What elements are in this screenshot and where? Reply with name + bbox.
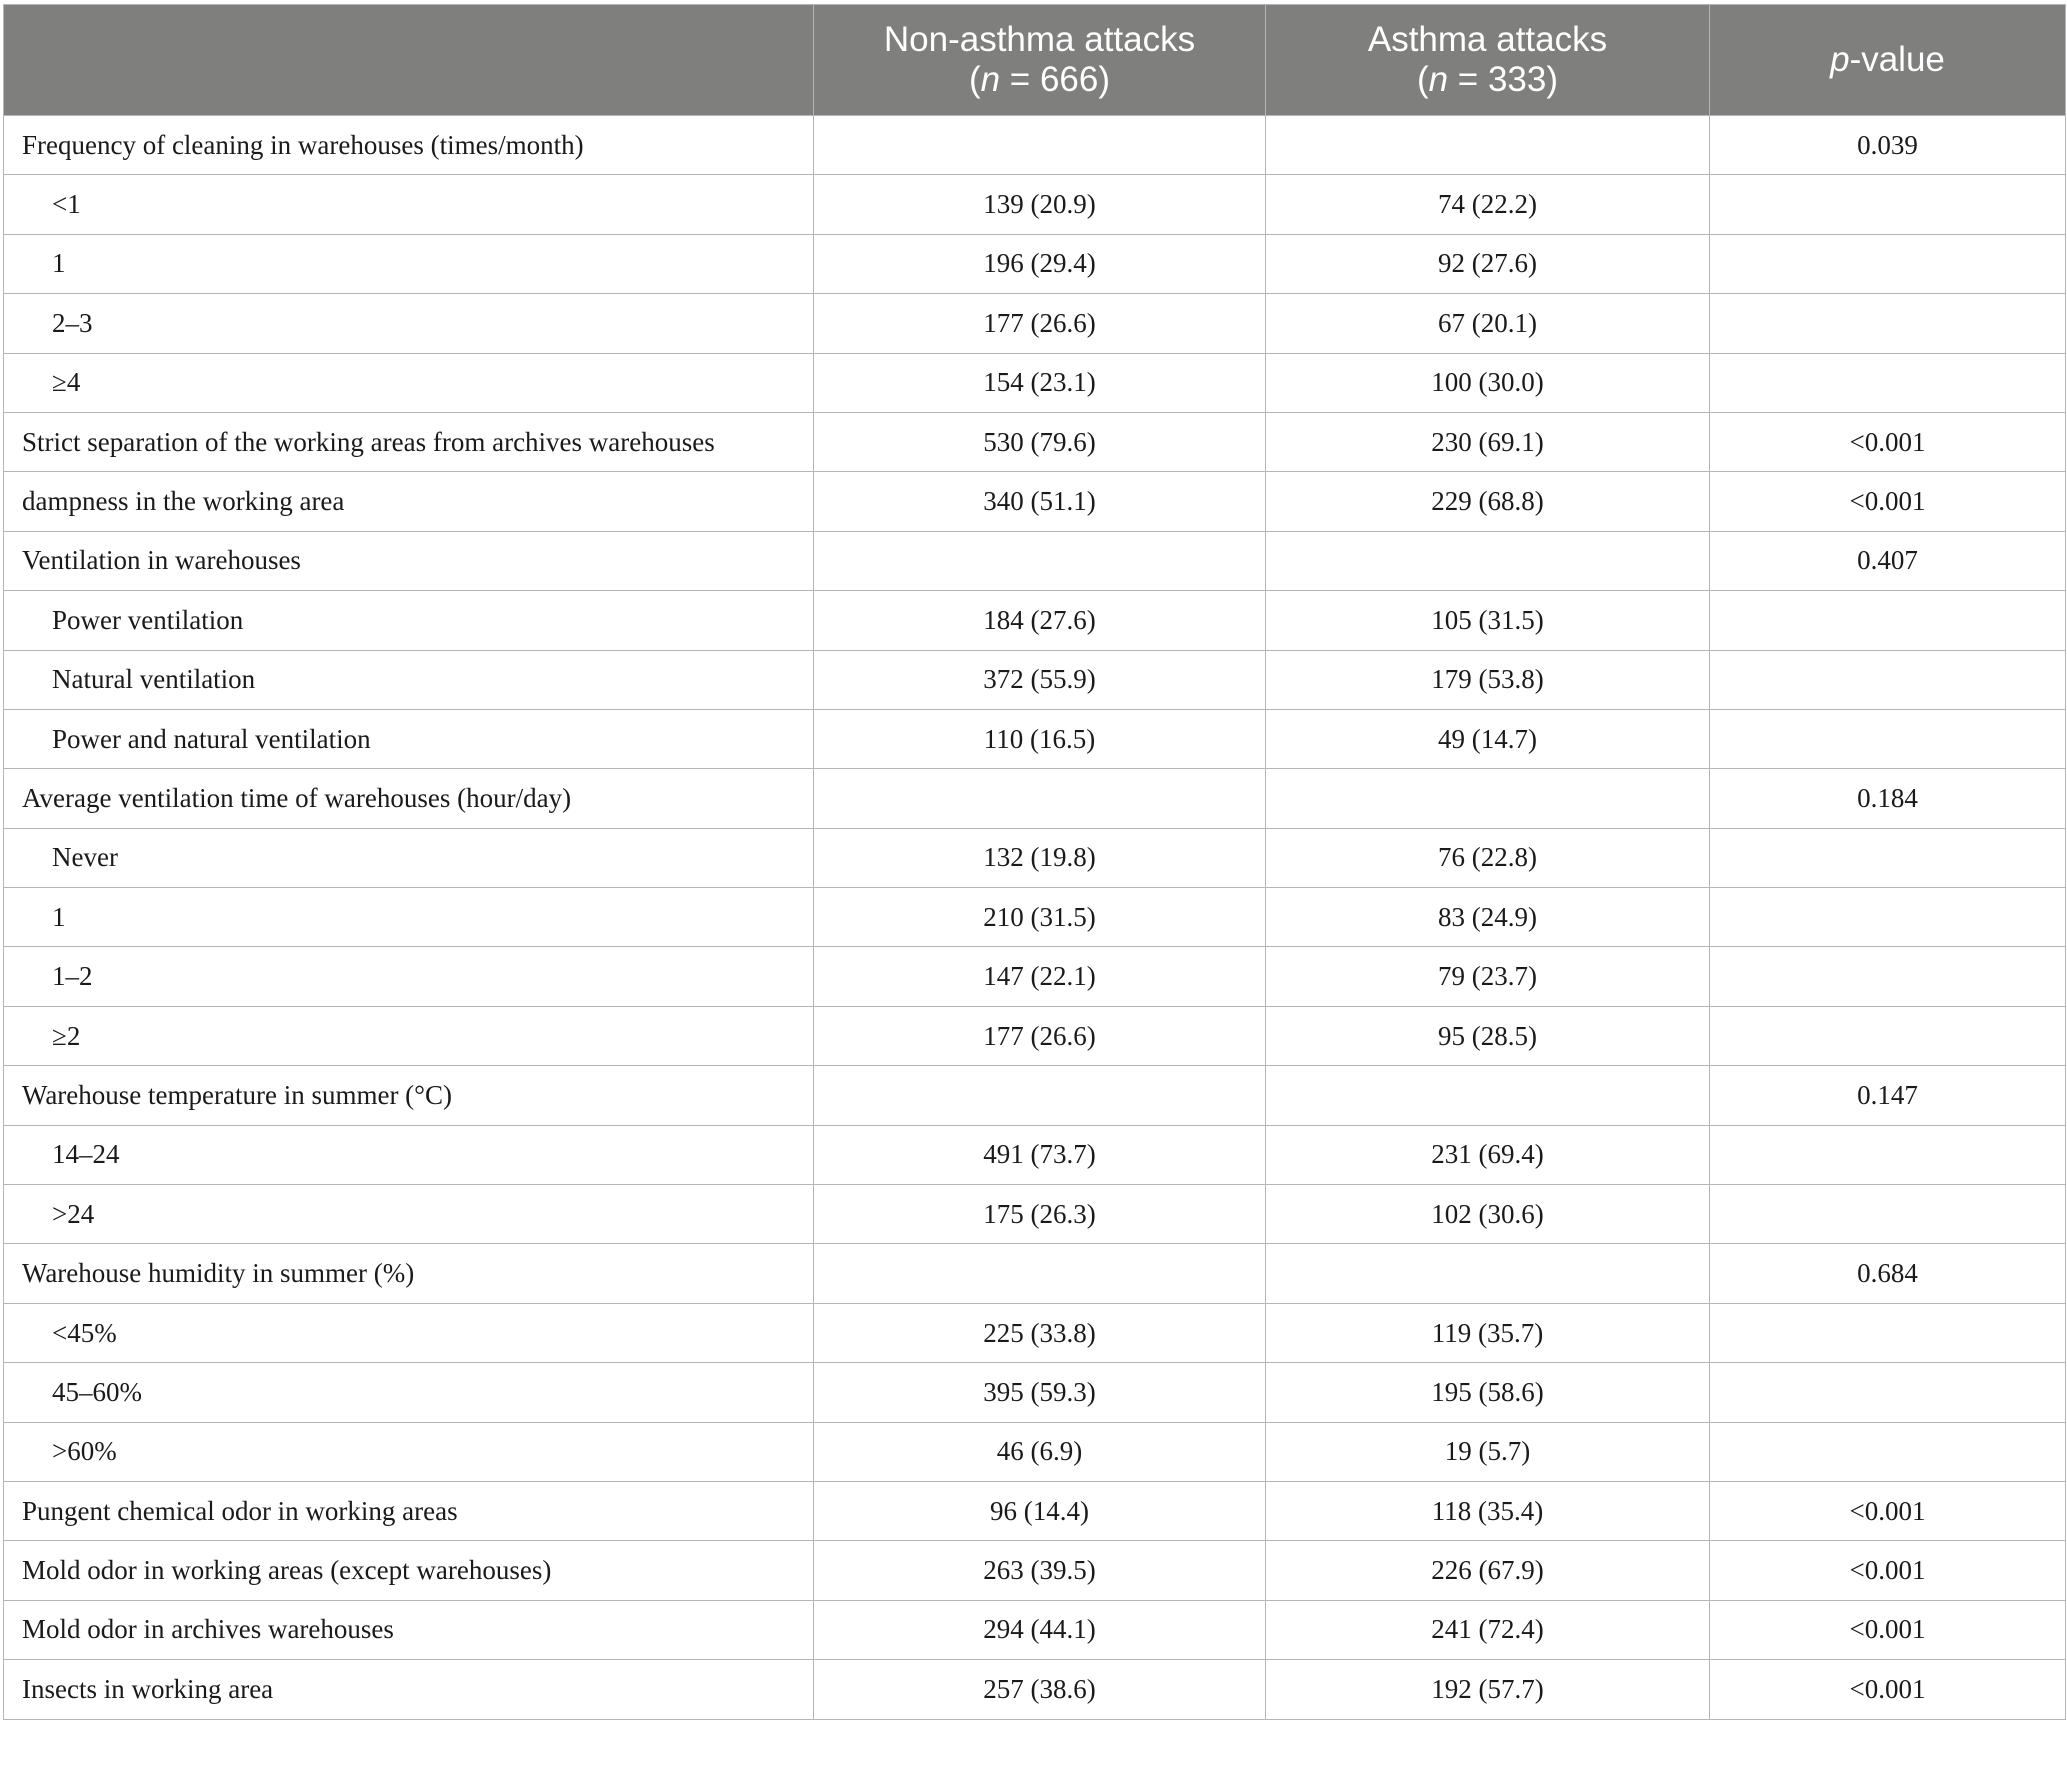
row-label: Frequency of cleaning in warehouses (times/month)	[4, 116, 814, 175]
table-row	[4, 650, 2066, 709]
cell-p-value: <0.001	[1710, 1600, 2066, 1659]
cell-asthma	[1266, 769, 1710, 828]
header-row	[4, 5, 2066, 116]
row-label: Mold odor in working areas (except warehouses)	[4, 1541, 814, 1600]
row-label: dampness in the working area	[4, 472, 814, 531]
table-row	[4, 1600, 2066, 1659]
cell-p-value	[1710, 1422, 2066, 1481]
cell-p-value	[1710, 234, 2066, 293]
cell-non-asthma	[814, 116, 1266, 175]
cell-p-value	[1710, 828, 2066, 887]
table-row	[4, 769, 2066, 828]
cell-p-value	[1710, 1303, 2066, 1362]
row-label: Strict separation of the working areas from archives warehouses	[4, 412, 814, 471]
cell-asthma: 230 (69.1)	[1266, 412, 1710, 471]
cell-non-asthma: 177 (26.6)	[814, 294, 1266, 353]
table-row	[4, 1660, 2066, 1719]
row-label: ≥2	[4, 1006, 814, 1065]
table-row	[4, 947, 2066, 1006]
header-asthma-n-var: n	[1428, 60, 1449, 99]
cell-p-value: 0.684	[1710, 1244, 2066, 1303]
cell-p-value	[1710, 1185, 2066, 1244]
cell-p-value: <0.001	[1710, 1481, 2066, 1540]
cell-non-asthma: 177 (26.6)	[814, 1006, 1266, 1065]
cell-asthma: 49 (14.7)	[1266, 709, 1710, 768]
cell-asthma: 229 (68.8)	[1266, 472, 1710, 531]
cell-asthma: 192 (57.7)	[1266, 1660, 1710, 1719]
cell-non-asthma: 491 (73.7)	[814, 1125, 1266, 1184]
row-label: 1–2	[4, 947, 814, 1006]
table-row	[4, 828, 2066, 887]
table-row	[4, 1303, 2066, 1362]
row-label: Power and natural ventilation	[4, 709, 814, 768]
row-label: Warehouse temperature in summer (°C)	[4, 1066, 814, 1125]
row-label: Warehouse humidity in summer (%)	[4, 1244, 814, 1303]
header-variable	[4, 5, 814, 116]
header-p-value	[1710, 5, 2066, 116]
cell-p-value: <0.001	[1710, 1660, 2066, 1719]
header-non-asthma-title: Non-asthma attacks	[883, 20, 1196, 59]
table-row	[4, 116, 2066, 175]
row-label: <45%	[4, 1303, 814, 1362]
header-p-rest: -value	[1849, 40, 1945, 79]
header-asthma-n-value: = 333)	[1448, 60, 1559, 99]
cell-asthma: 179 (53.8)	[1266, 650, 1710, 709]
cell-asthma: 79 (23.7)	[1266, 947, 1710, 1006]
row-label: >24	[4, 1185, 814, 1244]
cell-p-value	[1710, 650, 2066, 709]
cell-asthma: 118 (35.4)	[1266, 1481, 1710, 1540]
cell-asthma: 92 (27.6)	[1266, 234, 1710, 293]
cell-non-asthma: 139 (20.9)	[814, 175, 1266, 234]
cell-p-value	[1710, 175, 2066, 234]
cell-non-asthma: 340 (51.1)	[814, 472, 1266, 531]
cell-asthma	[1266, 1066, 1710, 1125]
table-row	[4, 294, 2066, 353]
table-row	[4, 1125, 2066, 1184]
table-row	[4, 1185, 2066, 1244]
cell-p-value: 0.184	[1710, 769, 2066, 828]
table-row	[4, 472, 2066, 531]
table-row	[4, 1006, 2066, 1065]
table-row	[4, 353, 2066, 412]
cell-non-asthma: 257 (38.6)	[814, 1660, 1266, 1719]
cell-asthma: 67 (20.1)	[1266, 294, 1710, 353]
cell-asthma	[1266, 116, 1710, 175]
cell-non-asthma: 372 (55.9)	[814, 650, 1266, 709]
cell-p-value	[1710, 1363, 2066, 1422]
header-p-var: p	[1830, 40, 1850, 79]
row-label: ≥4	[4, 353, 814, 412]
table-header	[4, 5, 2066, 116]
table-row	[4, 1244, 2066, 1303]
header-asthma: Asthma attacks (n = 333)	[1266, 5, 1710, 116]
cell-non-asthma: 196 (29.4)	[814, 234, 1266, 293]
cell-non-asthma: 294 (44.1)	[814, 1600, 1266, 1659]
cell-asthma: 19 (5.7)	[1266, 1422, 1710, 1481]
row-label: Mold odor in archives warehouses	[4, 1600, 814, 1659]
table-row	[4, 1066, 2066, 1125]
row-label: <1	[4, 175, 814, 234]
data-table	[3, 4, 2066, 1720]
cell-non-asthma: 530 (79.6)	[814, 412, 1266, 471]
table-row	[4, 591, 2066, 650]
cell-p-value	[1710, 709, 2066, 768]
row-label: Power ventilation	[4, 591, 814, 650]
cell-asthma: 74 (22.2)	[1266, 175, 1710, 234]
cell-p-value	[1710, 947, 2066, 1006]
cell-asthma: 76 (22.8)	[1266, 828, 1710, 887]
cell-p-value: <0.001	[1710, 472, 2066, 531]
cell-p-value: 0.039	[1710, 116, 2066, 175]
table-row	[4, 709, 2066, 768]
cell-p-value	[1710, 888, 2066, 947]
cell-p-value	[1710, 1006, 2066, 1065]
cell-asthma: 95 (28.5)	[1266, 1006, 1710, 1065]
header-non-asthma: Non-asthma attacks (n = 666)	[814, 5, 1266, 116]
cell-non-asthma	[814, 769, 1266, 828]
row-label: Natural ventilation	[4, 650, 814, 709]
row-label: 2–3	[4, 294, 814, 353]
row-label: Average ventilation time of warehouses (hour/day)	[4, 769, 814, 828]
cell-asthma: 100 (30.0)	[1266, 353, 1710, 412]
cell-asthma: 231 (69.4)	[1266, 1125, 1710, 1184]
cell-non-asthma: 395 (59.3)	[814, 1363, 1266, 1422]
cell-p-value	[1710, 591, 2066, 650]
table-row	[4, 1481, 2066, 1540]
table-row	[4, 175, 2066, 234]
row-label: 14–24	[4, 1125, 814, 1184]
row-label: Never	[4, 828, 814, 887]
cell-asthma: 226 (67.9)	[1266, 1541, 1710, 1600]
table-row	[4, 234, 2066, 293]
row-label: Ventilation in warehouses	[4, 531, 814, 590]
table-row	[4, 412, 2066, 471]
cell-p-value	[1710, 353, 2066, 412]
cell-asthma: 102 (30.6)	[1266, 1185, 1710, 1244]
cell-non-asthma: 210 (31.5)	[814, 888, 1266, 947]
row-label: 1	[4, 234, 814, 293]
cell-p-value: <0.001	[1710, 1541, 2066, 1600]
row-label: >60%	[4, 1422, 814, 1481]
cell-non-asthma: 46 (6.9)	[814, 1422, 1266, 1481]
cell-asthma: 195 (58.6)	[1266, 1363, 1710, 1422]
cell-non-asthma: 147 (22.1)	[814, 947, 1266, 1006]
cell-asthma: 119 (35.7)	[1266, 1303, 1710, 1362]
cell-non-asthma: 225 (33.8)	[814, 1303, 1266, 1362]
header-non-asthma-n-value: = 666)	[1000, 60, 1111, 99]
cell-non-asthma: 184 (27.6)	[814, 591, 1266, 650]
cell-non-asthma: 154 (23.1)	[814, 353, 1266, 412]
table-row	[4, 1363, 2066, 1422]
cell-non-asthma	[814, 531, 1266, 590]
cell-asthma: 105 (31.5)	[1266, 591, 1710, 650]
cell-p-value	[1710, 1125, 2066, 1184]
row-label: Insects in working area	[4, 1660, 814, 1719]
table-row	[4, 888, 2066, 947]
cell-non-asthma	[814, 1066, 1266, 1125]
cell-p-value: 0.147	[1710, 1066, 2066, 1125]
cell-asthma: 83 (24.9)	[1266, 888, 1710, 947]
cell-asthma	[1266, 531, 1710, 590]
cell-non-asthma	[814, 1244, 1266, 1303]
cell-p-value: <0.001	[1710, 412, 2066, 471]
cell-non-asthma: 263 (39.5)	[814, 1541, 1266, 1600]
table-row	[4, 1422, 2066, 1481]
row-label: 1	[4, 888, 814, 947]
header-non-asthma-n-var: n	[980, 60, 1001, 99]
cell-non-asthma: 175 (26.3)	[814, 1185, 1266, 1244]
cell-p-value	[1710, 294, 2066, 353]
cell-asthma: 241 (72.4)	[1266, 1600, 1710, 1659]
row-label: 45–60%	[4, 1363, 814, 1422]
table-container	[3, 4, 2065, 1720]
cell-non-asthma: 132 (19.8)	[814, 828, 1266, 887]
header-asthma-title: Asthma attacks	[1367, 20, 1608, 59]
row-label: Pungent chemical odor in working areas	[4, 1481, 814, 1540]
table-row	[4, 1541, 2066, 1600]
table-row	[4, 531, 2066, 590]
table-body	[4, 116, 2066, 1720]
cell-asthma	[1266, 1244, 1710, 1303]
cell-non-asthma: 110 (16.5)	[814, 709, 1266, 768]
cell-non-asthma: 96 (14.4)	[814, 1481, 1266, 1540]
cell-p-value: 0.407	[1710, 531, 2066, 590]
